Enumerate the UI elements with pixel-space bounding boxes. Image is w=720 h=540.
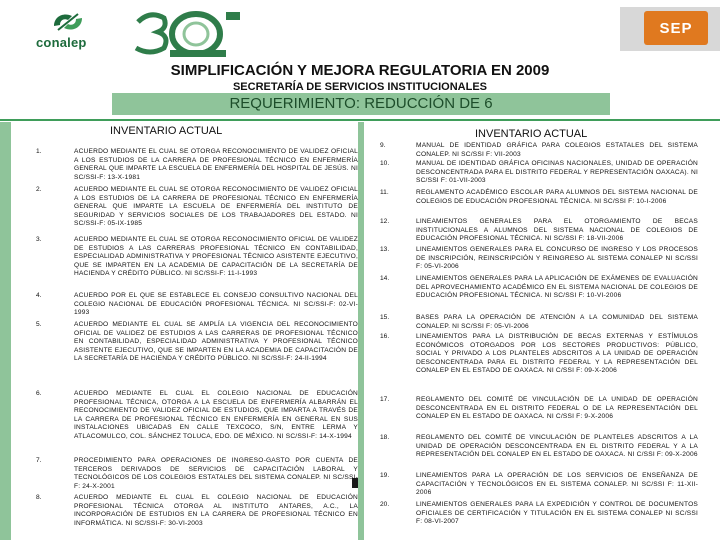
list-item-number: 15.: [380, 314, 390, 321]
list-item-text: LINEAMIENTOS PARA LA OPERACIÓN DE LOS SERVICIOS DE ENSEÑANZA DE CAPACITACIÓN Y TECNOLÓGICOS EN EL SISTEMA CONALEP. NI SC/SSI F: 11-XII-2006: [416, 472, 698, 497]
conalep-logo-text: conalep: [36, 35, 87, 50]
list-item-number: 4.: [36, 292, 42, 299]
list-item-text: MANUAL DE IDENTIDAD GRÁFICA PARA COLEGIOS ESTATALES DEL SISTEMA CONALEP. NI SC/SSI F: VII-2003: [416, 142, 698, 158]
list-item-number: 6.: [36, 390, 42, 397]
list-item-text: BASES PARA LA OPERACIÓN DE ATENCIÓN A LA COMUNIDAD DEL SISTEMA CONALEP. NI SC/SSI F: 05-VI-2006: [416, 314, 698, 330]
requirement-label: REQUERIMIENTO: REDUCCIÓN DE 6: [229, 95, 493, 112]
list-item-number: 9.: [380, 142, 386, 149]
list-item-number: 11.: [380, 189, 389, 196]
list-item-text: REGLAMENTO DEL COMITÉ DE VINCULACIÓN DE PLANTELES ADSCRITOS A LA UNIDAD DE OPERACIÓN DESCONCENTRADA EN EL DISTRITO FEDERAL Y A LA REPRESENTACIÓN DEL CONALEP EN EL ESTADO DE OAXACA. NI C/SSI F: 09-X-2006: [416, 434, 698, 459]
list-item-text: ACUERDO MEDIANTE EL CUAL SE OTORGA RECONOCIMIENTO DE VALIDEZ OFICIAL A LOS ESTUDIOS DE LA CARRERA DE PROFESIONAL TÉCNICO EN ENFERMERÍA GENERAL QUE IMPARTE LA ESCUELA DE ENFERMERÍA DEL INSTITUTO DE SEGURIDAD Y SERVICIOS SOCIALES DE LOS TRABAJADORES DEL ESTADO. NI SC/SSI-F: 05-IX-1985: [74, 186, 358, 228]
list-item-number: 1.: [36, 148, 42, 155]
anniversary-30-logo: [130, 8, 248, 60]
list-item-text: ACUERDO MEDIANTE EL CUAL SE OTORGA RECONOCIMIENTO OFICIAL DE VALIDEZ DE ESTUDIOS A LAS CARRERAS PROFESIONAL TÉCNICO EN CONTABILIDAD, ESPECIALIDAD ADMINISTRATIVA Y PROFESIONAL TÉCNICO ASISTENTE EJECUTIVO, QUE SE IMPARTEN EN LA ACADEMIA DE CAPACITACIÓN DE LA SECRETARÍA DE HACIENDA Y CRÉDITO PÚBLICO. NI SC/SSI-F: 11-I-1993: [74, 236, 358, 278]
list-item-text: LINEAMIENTOS GENERALES PARA EL OTORGAMIENTO DE BECAS INSTITUCIONALES A ALUMNOS DEL SISTEMA NACIONAL DE COLEGIOS DE EDUCACIÓN PROFESIONAL TÉCNICA. NI SC/SSI F: 18-VII-2006: [416, 218, 698, 243]
left-accent-strip: [0, 122, 11, 540]
list-item-number: 20.: [380, 501, 390, 508]
list-item-number: 2.: [36, 186, 42, 193]
list-item-text: MANUAL DE IDENTIDAD GRÁFICA OFICINAS NACIONALES, UNIDAD DE OPERACIÓN DESCONCENTRADA PARA EL DISTRITO FEDERAL Y REPRESENTACIÓN OAXACA). NI SC/SSI F: 01-VII-2003: [416, 160, 698, 185]
right-column-heading: INVENTARIO ACTUAL: [475, 128, 588, 140]
conalep-logo: [36, 10, 104, 50]
left-column-heading: INVENTARIO ACTUAL: [110, 125, 223, 137]
center-accent-strip: [358, 122, 364, 540]
list-item-number: 18.: [380, 434, 390, 441]
list-item-number: 5.: [36, 321, 42, 328]
list-item-number: 16.: [380, 333, 390, 340]
list-item-text: ACUERDO MEDIANTE EL CUAL SE AMPLÍA LA VIGENCIA DEL RECONOCIMIENTO OFICIAL DE VALIDEZ DE ESTUDIOS A LAS CARRERAS DE PROFESIONAL TÉCNICO EN CONTABILIDAD, ESPECIALIDAD ADMINISTRATIVA Y PROFESIONAL TÉCNICO ASISTENTE EJECUTIVO, QUE SE IMPARTEN EN LA ACADEMIA DE CAPACITACIÓN DE LA SECRETARÍA DE HACIENDA Y CRÉDITO PÚBLICO. NI SC/SSI-F: 24-II-1994: [74, 321, 358, 363]
list-item-text: ACUERDO POR EL QUE SE ESTABLECE EL CONSEJO CONSULTIVO NACIONAL DEL COLEGIO NACIONAL DE EDUCACIÓN PROFESIONAL TÉCNICA. NI SC/SSI-F: 02-VI-1993: [74, 292, 358, 317]
list-item-text: ACUERDO MEDIANTE EL CUAL SE OTORGA RECONOCIMIENTO DE VALIDEZ OFICIAL A LOS ESTUDIOS DE LA CARRERA DE PROFESIONAL TÉCNICO EN ENFERMERÍA GENERAL QUE IMPARTE LA ESCUELA DE ENFERMERÍA DEL HOSPITAL DE JESÚS. NI SC/SSI-F: 13-X-1981: [74, 148, 358, 181]
sep-logo: SEP: [644, 11, 708, 45]
list-item-number: 19.: [380, 472, 390, 479]
list-item-text: LINEAMIENTOS GENERALES PARA LA EXPEDICIÓN Y CONTROL DE DOCUMENTOS OFICIALES DE CERTIFICACIÓN Y TITULACIÓN EN EL SISTEMA CONALEP NI SC/SSI F: 08-VI-2007: [416, 501, 698, 526]
conalep-emblem-icon: [50, 10, 86, 34]
anniversary-30-icon: [130, 8, 248, 60]
list-item-text: LINEAMIENTOS PARA LA DISTRIBUCIÓN DE BECAS EXTERNAS Y ESTÍMULOS ECONÓMICOS OTORGADOS POR LOS SECTORES PRODUCTIVOS: PÚBLICO, SOCIAL Y PRIVADO A LOS PLANTELES ADSCRITOS A LA UNIDAD DE OPERACIÓN DESCONCENTRADA PARA EL DISTRITO FEDERAL Y LA REPRESENTACIÓN DEL CONALEP EN EL ESTADO DE OAXACA. NI C/SSI F: 09-X-2006: [416, 333, 698, 375]
list-item-number: 14.: [380, 275, 390, 282]
page-title: SIMPLIFICACIÓN Y MEJORA REGULATORIA EN 2009: [170, 62, 550, 79]
list-item-number: 10.: [380, 160, 390, 167]
page-subtitle: SECRETARÍA DE SERVICIOS INSTITUCIONALES: [232, 81, 488, 93]
list-item-text: LINEAMIENTOS GENERALES PARA EL CONCURSO DE INGRESO Y LOS PROCESOS DE INSCRIPCIÓN, REINSCRIPCIÓN Y REINGRESO AL SISTEMA CONALEP NI SC/SSI F: 05-VI-2006: [416, 246, 698, 271]
list-item-number: 8.: [36, 494, 42, 501]
list-item-number: 17.: [380, 396, 390, 403]
list-item-number: 12.: [380, 218, 390, 225]
list-item-number: 3.: [36, 236, 42, 243]
list-item-text: ACUERDO MEDIANTE EL CUAL EL COLEGIO NACIONAL DE EDUCACIÓN PROFESIONAL TÉCNICA, OTORGA A LA ESCUELA DE ENFERMERÍA ALBARRÁN EL RECONOCIMIENTO DE VALIDEZ OFICIAL DE ESTUDIOS, QUE IMPARTA A TRAVÉS DE LA CARRERA DE PROFESIONAL TÉCNICO EN ENFERMERÍA EN GENERAL EN SUS INSTALACIONES UBICADAS EN CALLE TEXCOCO, S/N, ENTRE LERMA Y ATLACOMULCO, COL. SÁNCHEZ TOLUCA, EDO. DE MÉXICO. NI SC/SSI-F: 14-X-1994: [74, 390, 358, 440]
requirement-banner: [112, 93, 610, 115]
list-item-number: 7.: [36, 457, 42, 464]
list-item-text: ACUERDO MEDIANTE EL CUAL EL COLEGIO NACIONAL DE EDUCACIÓN PROFESIONAL TÉCNICA OTORGA AL INSTITUTO ANTARES, A.C., LA INCORPORACIÓN DE ESTUDIOS EN LA CARRERA DE PROFESIONAL TÉCNICO EN INFORMÁTICA. NI SC/SSI-F: 30-VI-2003: [74, 494, 358, 527]
list-item-text: REGLAMENTO ACADÉMICO ESCOLAR PARA ALUMNOS DEL SISTEMA NACIONAL DE COLEGIOS DE EDUCACIÓN PROFESIONAL TÉCNICA. NI SC/SSI F: 10-I-2006: [416, 189, 698, 205]
list-item-text: REGLAMENTO DEL COMITÉ DE VINCULACIÓN DE LA UNIDAD DE OPERACIÓN DESCONCENTRADA EN EL DISTRITO FEDERAL O DE LA REPRESENTACIÓN DEL CONALEP EN EL ESTADO DE OAXACA. NI C/SSI F: 9-X-2006: [416, 396, 698, 421]
divider: [0, 119, 720, 121]
list-item-number: 13.: [380, 246, 390, 253]
list-item-text: PROCEDIMIENTO PARA OPERACIONES DE INGRESO-GASTO POR CUENTA DE TERCEROS DERIVADOS DE SERVICIOS DE CAPACITACIÓN LABORAL Y TECNOLÓGICOS DE LOS COLEGIOS ESTATALES DEL SISTEMA CONALEP. NI SC/SSI-F: 24-X-2001: [74, 457, 358, 490]
list-item-text: LINEAMIENTOS GENERALES PARA LA APLICACIÓN DE EXÁMENES DE EVALUACIÓN DEL APROVECHAMIENTO ACADÉMICO EN EL SISTEMA NACIONAL DE COLEGIOS DE EDUCACIÓN PROFESIONAL TÉCNICA. NI SC/SSI F: 10-VI-2006: [416, 275, 698, 300]
